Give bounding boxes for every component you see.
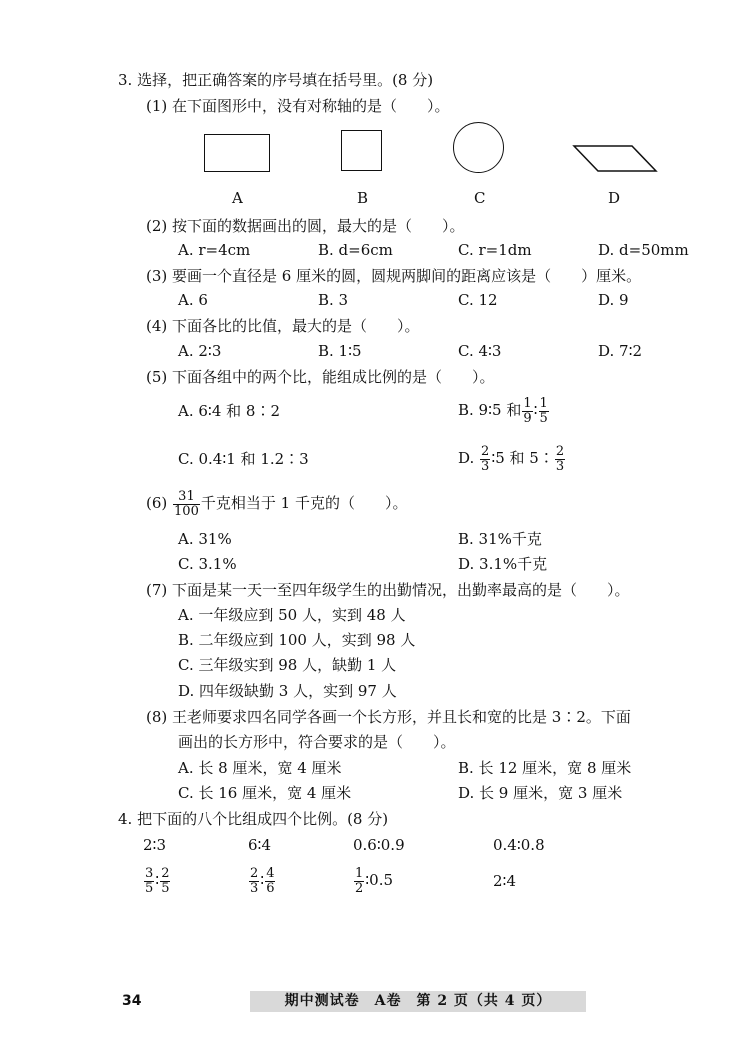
q3-4-option-a: A. 2∶3: [178, 342, 222, 360]
fraction: $\frac{2}{3}$: [250, 865, 259, 896]
q4-ratio-7: $\frac{1}{2}$ ∶0.5: [355, 865, 394, 896]
fraction: $\frac{31}{100}$: [174, 488, 199, 519]
q3-8-stem-line2: 画出的长方形中，符合要求的是（ ）。: [178, 733, 456, 751]
q3-title: 3. 选择，把正确答案的序号填在括号里。(8 分): [118, 71, 434, 89]
footer-bar: 期中测试卷 A卷 第 2 页（共 4 页）: [250, 991, 586, 1012]
q3-8-stem-line1: (8) 王老师要求四名同学各画一个长方形，并且长和宽的比是 3∶2。下面: [146, 708, 631, 726]
q4-ratio-3: 0.6∶0.9: [353, 836, 405, 854]
q4-ratio-5: $\frac{3}{5}$ ∶ $\frac{2}{5}$: [145, 865, 170, 896]
q4-ratio-1: 2∶3: [143, 836, 166, 854]
q3-6-option-d: D. 3.1%千克: [458, 555, 548, 573]
fraction: $\frac{1}{2}$: [355, 865, 364, 896]
q4-ratio-8: 2∶4: [493, 872, 516, 890]
shape-label-c: C: [474, 189, 486, 207]
q3-6-option-a: A. 31%: [178, 530, 232, 548]
q3-5-option-c: C. 0.4∶1 和 1.2∶3: [178, 450, 309, 468]
q3-7-option-b: B. 二年级应到 100 人，实到 98 人: [178, 631, 416, 649]
q3-6-option-c: C. 3.1%: [178, 555, 237, 573]
q3-3-option-a: A. 6: [178, 291, 208, 309]
shape-parallelogram: [572, 143, 658, 173]
fraction: $\frac{1}{5}$: [539, 395, 548, 426]
q3-8-option-b: B. 长 12 厘米，宽 8 厘米: [458, 759, 632, 777]
q4-title: 4. 把下面的八个比组成四个比例。(8 分): [118, 810, 389, 828]
fraction: $\frac{4}{6}$: [266, 865, 275, 896]
q3-7-option-c: C. 三年级实到 98 人，缺勤 1 人: [178, 656, 397, 674]
q3-4-option-d: D. 7∶2: [598, 342, 643, 360]
q3-8-option-c: C. 长 16 厘米，宽 4 厘米: [178, 784, 352, 802]
q4-ratio-2: 6∶4: [248, 836, 271, 854]
q3-5-option-d: D. $\frac{2}{3}$ ∶5 和 5∶ $\frac{2}{3}$: [458, 443, 565, 474]
q3-3-stem: (3) 要画一个直径是 6 厘米的圆，圆规两脚间的距离应该是（ ）厘米。: [146, 267, 642, 285]
q3-2-option-d: D. d=50mm: [598, 241, 689, 259]
shape-rectangle: [204, 134, 270, 172]
page-number: 34: [122, 993, 142, 1009]
q3-2-option-c: C. r=1dm: [458, 241, 532, 259]
fraction: $\frac{2}{3}$: [555, 443, 565, 474]
q3-2-stem: (2) 按下面的数据画出的圆，最大的是（ ）。: [146, 217, 465, 235]
q3-6-option-b: B. 31%千克: [458, 530, 542, 548]
q3-4-option-c: C. 4∶3: [458, 342, 502, 360]
q3-7-stem: (7) 下面是某一天一至四年级学生的出勤情况，出勤率最高的是（ ）。: [146, 581, 630, 599]
q3-7-option-a: A. 一年级应到 50 人，实到 48 人: [178, 606, 406, 624]
q3-3-option-c: C. 12: [458, 291, 498, 309]
fraction: $\frac{2}{3}$: [481, 443, 490, 474]
fraction: $\frac{3}{5}$: [145, 865, 154, 896]
q3-1-stem: (1) 在下面图形中，没有对称轴的是（ ）。: [146, 97, 450, 115]
fraction: $\frac{2}{5}$: [161, 865, 170, 896]
q4-ratio-6: $\frac{2}{3}$ ∶ $\frac{4}{6}$: [250, 865, 275, 896]
q3-2-option-a: A. r=4cm: [178, 241, 251, 259]
shape-label-b: B: [357, 189, 369, 207]
shape-square: [341, 130, 382, 171]
q3-3-option-b: B. 3: [318, 291, 349, 309]
q3-5-option-a: A. 6∶4 和 8∶2: [178, 402, 280, 420]
shape-circle: [453, 122, 504, 173]
q3-3-option-d: D. 9: [598, 291, 629, 309]
q3-4-stem: (4) 下面各比的比值，最大的是（ ）。: [146, 317, 420, 335]
q3-7-option-d: D. 四年级缺勤 3 人，实到 97 人: [178, 682, 397, 700]
q3-6-stem: (6) $\frac{31}{100}$ 千克相当于 1 千克的（ ）。: [146, 488, 408, 519]
q3-8-option-a: A. 长 8 厘米，宽 4 厘米: [178, 759, 342, 777]
shape-label-d: D: [608, 189, 621, 207]
q4-ratio-4: 0.4∶0.8: [493, 836, 545, 854]
q3-5-b-text: B. 9∶5 和: [458, 401, 522, 419]
q3-4-option-b: B. 1∶5: [318, 342, 362, 360]
q3-5-stem: (5) 下面各组中的两个比，能组成比例的是（ ）。: [146, 368, 495, 386]
q3-5-option-b: B. 9∶5 和 $\frac{1}{9}$ ∶ $\frac{1}{5}$: [458, 395, 548, 426]
shape-label-a: A: [232, 189, 243, 207]
q3-8-option-d: D. 长 9 厘米，宽 3 厘米: [458, 784, 623, 802]
fraction: $\frac{1}{9}$: [523, 395, 532, 426]
q3-2-option-b: B. d=6cm: [318, 241, 393, 259]
